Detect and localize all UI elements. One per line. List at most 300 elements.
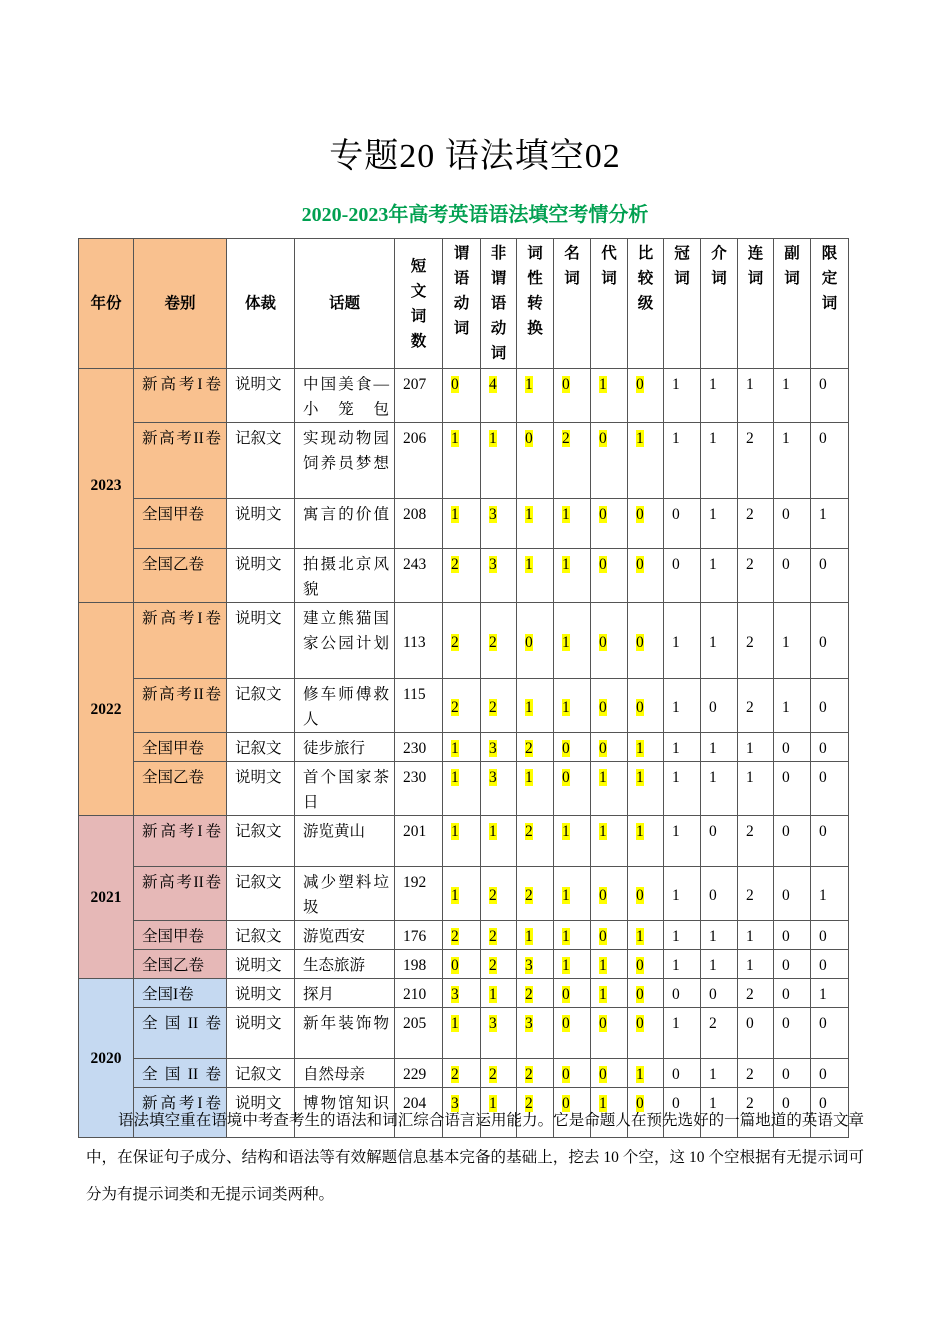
highlighted-count: 0 (562, 1015, 570, 1032)
count-cell (628, 679, 664, 733)
table-row (79, 762, 849, 816)
count-cell (443, 679, 481, 733)
column-header (395, 239, 443, 369)
column-header-label: 词性转换 (527, 245, 543, 337)
count-cell (628, 950, 664, 979)
word-count-cell: 176 (395, 921, 443, 950)
count-cell (591, 867, 628, 921)
count-cell: 0 (664, 499, 701, 549)
count-cell: 1 (701, 499, 738, 549)
count-cell: 2 (738, 603, 774, 679)
count-cell: 1 (664, 816, 701, 867)
count-cell (517, 603, 554, 679)
highlighted-count: 1 (562, 957, 570, 974)
count-cell: 0 (774, 1059, 811, 1088)
topic-cell: 徒步旅行 (295, 733, 395, 762)
count-cell: 2 (738, 816, 774, 867)
count-cell: 0 (701, 816, 738, 867)
topic-cell: 中国美食—小笼包 (295, 369, 395, 423)
count-cell (517, 369, 554, 423)
highlighted-count: 0 (562, 986, 570, 1003)
count-cell (481, 423, 517, 499)
count-cell: 1 (664, 867, 701, 921)
highlighted-count: 1 (525, 376, 533, 393)
count-cell (481, 979, 517, 1008)
count-cell (443, 1008, 481, 1059)
count-cell (481, 921, 517, 950)
count-cell: 0 (774, 549, 811, 603)
count-cell: 1 (701, 423, 738, 499)
count-cell (591, 979, 628, 1008)
count-cell (554, 950, 591, 979)
count-cell (517, 499, 554, 549)
count-cell (443, 979, 481, 1008)
count-cell: 1 (701, 921, 738, 950)
word-count-cell: 204 (395, 1088, 443, 1138)
word-count-cell: 205 (395, 1008, 443, 1059)
highlighted-count: 1 (562, 506, 570, 523)
column-header (774, 239, 811, 369)
count-cell (591, 549, 628, 603)
column-header-label: 比较级 (637, 245, 654, 312)
count-cell (481, 816, 517, 867)
highlighted-count: 2 (489, 1066, 497, 1083)
count-cell: 0 (811, 603, 849, 679)
count-cell (481, 1059, 517, 1088)
highlighted-count: 0 (636, 957, 644, 974)
count-cell: 1 (701, 733, 738, 762)
highlighted-count: 0 (636, 506, 644, 523)
count-cell: 1 (774, 423, 811, 499)
table-row (79, 499, 849, 549)
count-cell (443, 816, 481, 867)
count-cell (517, 423, 554, 499)
count-cell: 1 (664, 1008, 701, 1059)
column-header: 体裁 (227, 239, 295, 369)
highlighted-count: 1 (599, 769, 607, 786)
highlighted-count: 0 (562, 376, 570, 393)
table-row (79, 423, 849, 499)
count-cell: 2 (738, 499, 774, 549)
topic-cell: 拍摄北京风貌 (295, 549, 395, 603)
genre-cell: 说明文 (227, 762, 295, 816)
column-header (738, 239, 774, 369)
count-cell (517, 867, 554, 921)
count-cell: 0 (701, 867, 738, 921)
count-cell: 1 (664, 733, 701, 762)
year-cell: 2023 (79, 369, 134, 603)
count-cell (481, 950, 517, 979)
count-cell: 1 (701, 603, 738, 679)
highlighted-count: 3 (451, 986, 459, 1003)
count-cell: 1 (664, 603, 701, 679)
paper-cell: 全国甲卷 (134, 499, 227, 549)
highlighted-count: 1 (562, 886, 570, 904)
count-cell: 0 (811, 1059, 849, 1088)
count-cell: 1 (664, 679, 701, 733)
genre-cell: 记叙文 (227, 679, 295, 733)
count-cell: 0 (811, 679, 849, 733)
highlighted-count: 1 (636, 740, 644, 757)
count-cell: 0 (811, 1088, 849, 1138)
highlighted-count: 2 (525, 740, 533, 757)
highlighted-count: 0 (562, 1066, 570, 1083)
count-cell (481, 733, 517, 762)
highlighted-count: 2 (525, 1066, 533, 1083)
count-cell: 1 (664, 762, 701, 816)
count-cell: 0 (811, 369, 849, 423)
count-cell (628, 979, 664, 1008)
count-cell: 0 (774, 867, 811, 921)
word-count-cell: 198 (395, 950, 443, 979)
highlighted-count: 1 (451, 769, 459, 786)
count-cell (554, 921, 591, 950)
highlighted-count: 3 (489, 740, 497, 757)
count-cell: 1 (774, 603, 811, 679)
highlighted-count: 1 (562, 928, 570, 945)
count-cell: 1 (811, 867, 849, 921)
count-cell (517, 921, 554, 950)
count-cell: 2 (738, 679, 774, 733)
count-cell (481, 867, 517, 921)
count-cell: 2 (738, 867, 774, 921)
count-cell (481, 1008, 517, 1059)
count-cell: 1 (701, 369, 738, 423)
highlighted-count: 2 (525, 886, 533, 904)
count-cell (481, 762, 517, 816)
page-title: 专题20 语法填空02 (329, 138, 621, 175)
genre-cell: 记叙文 (227, 867, 295, 921)
highlighted-count: 1 (489, 823, 497, 840)
paper-cell: 新高考I卷 (134, 603, 227, 679)
column-header-label: 冠词 (674, 245, 690, 287)
column-header-label: 非谓语动词 (490, 245, 507, 362)
header-row (79, 239, 849, 369)
column-header (664, 239, 701, 369)
highlighted-count: 2 (451, 556, 459, 573)
paper-cell: 新高考I卷 (134, 1088, 227, 1138)
count-cell (628, 603, 664, 679)
column-header (443, 239, 481, 369)
column-header (591, 239, 628, 369)
count-cell (554, 762, 591, 816)
highlighted-count: 1 (562, 698, 570, 716)
genre-cell: 记叙文 (227, 1059, 295, 1088)
paper-cell: 全国乙卷 (134, 549, 227, 603)
highlighted-count: 2 (525, 1095, 533, 1112)
count-cell (481, 549, 517, 603)
column-header-label: 介词 (711, 245, 727, 287)
highlighted-count: 0 (599, 928, 607, 945)
count-cell (517, 1008, 554, 1059)
highlighted-count: 1 (525, 769, 533, 786)
count-cell: 1 (774, 369, 811, 423)
highlighted-count: 1 (451, 886, 459, 904)
count-cell: 0 (664, 1059, 701, 1088)
table-caption: 2020-2023年高考英语语法填空考情分析 (301, 204, 649, 226)
column-header-label: 谓语动词 (453, 245, 470, 337)
count-cell (591, 1059, 628, 1088)
count-cell (554, 499, 591, 549)
word-count-cell: 115 (395, 679, 443, 733)
table-row (79, 679, 849, 733)
count-cell: 0 (811, 549, 849, 603)
count-cell: 1 (664, 950, 701, 979)
column-header-label: 名词 (564, 245, 580, 287)
highlighted-count: 3 (525, 957, 533, 974)
count-cell (443, 762, 481, 816)
column-header: 话题 (295, 239, 395, 369)
highlighted-count: 1 (451, 1015, 459, 1032)
count-cell (443, 950, 481, 979)
paper-cell: 全国II卷 (134, 1008, 227, 1059)
count-cell: 0 (774, 1008, 811, 1059)
count-cell: 1 (738, 762, 774, 816)
count-cell: 0 (664, 549, 701, 603)
highlighted-count: 0 (562, 769, 570, 786)
count-cell: 0 (774, 921, 811, 950)
count-cell (443, 369, 481, 423)
count-cell: 0 (774, 762, 811, 816)
highlighted-count: 0 (599, 1066, 607, 1083)
genre-cell: 记叙文 (227, 816, 295, 867)
highlighted-count: 1 (636, 928, 644, 945)
count-cell (591, 1008, 628, 1059)
highlighted-count: 1 (599, 1095, 607, 1112)
count-cell (481, 499, 517, 549)
count-cell (517, 549, 554, 603)
highlighted-count: 1 (599, 823, 607, 840)
year-cell: 2020 (79, 979, 134, 1138)
topic-cell: 修车师傅救人 (295, 679, 395, 733)
highlighted-count: 2 (489, 957, 497, 974)
count-cell: 0 (811, 816, 849, 867)
count-cell: 1 (701, 549, 738, 603)
table-row (79, 867, 849, 921)
topic-cell: 减少塑料垃圾 (295, 867, 395, 921)
count-cell (443, 867, 481, 921)
topic-cell: 生态旅游 (295, 950, 395, 979)
highlighted-count: 0 (636, 376, 644, 393)
count-cell: 1 (664, 921, 701, 950)
count-cell: 0 (664, 1088, 701, 1138)
word-count-cell: 201 (395, 816, 443, 867)
count-cell (517, 762, 554, 816)
topic-cell: 建立熊猫国家公园计划 (295, 603, 395, 679)
count-cell (554, 423, 591, 499)
topic-cell: 首个国家茶日 (295, 762, 395, 816)
genre-cell: 说明文 (227, 1008, 295, 1059)
count-cell (443, 423, 481, 499)
count-cell (443, 499, 481, 549)
count-cell (628, 921, 664, 950)
count-cell: 0 (774, 1088, 811, 1138)
highlighted-count: 2 (451, 698, 459, 716)
count-cell (628, 733, 664, 762)
highlighted-count: 1 (525, 556, 533, 573)
column-header-label: 短文词数 (410, 257, 427, 350)
highlighted-count: 2 (451, 1066, 459, 1083)
topic-cell: 探月 (295, 979, 395, 1008)
count-cell: 2 (738, 549, 774, 603)
table-row (79, 1008, 849, 1059)
count-cell (628, 762, 664, 816)
paper-cell: 新高考II卷 (134, 679, 227, 733)
highlighted-count: 0 (636, 1095, 644, 1112)
highlighted-count: 2 (562, 430, 570, 447)
highlighted-count: 1 (451, 506, 459, 523)
count-cell: 0 (738, 1008, 774, 1059)
highlighted-count: 0 (562, 1095, 570, 1112)
count-cell: 0 (811, 921, 849, 950)
count-cell: 2 (738, 423, 774, 499)
highlighted-count: 2 (451, 928, 459, 945)
paper-cell: 全国乙卷 (134, 950, 227, 979)
word-count-cell: 230 (395, 733, 443, 762)
count-cell: 0 (774, 499, 811, 549)
count-cell (591, 950, 628, 979)
table-row (79, 950, 849, 979)
genre-cell: 说明文 (227, 499, 295, 549)
count-cell (591, 603, 628, 679)
table-row (79, 603, 849, 679)
column-header-label: 代词 (601, 245, 617, 287)
count-cell (628, 369, 664, 423)
table-row (79, 979, 849, 1008)
highlighted-count: 1 (562, 633, 570, 651)
count-cell (591, 499, 628, 549)
highlighted-count: 2 (451, 633, 459, 651)
highlighted-count: 0 (636, 556, 644, 573)
highlighted-count: 2 (489, 886, 497, 904)
highlighted-count: 1 (636, 823, 644, 840)
table-row (79, 816, 849, 867)
count-cell: 1 (738, 950, 774, 979)
word-count-cell: 208 (395, 499, 443, 549)
column-header: 卷别 (134, 239, 227, 369)
count-cell (554, 1059, 591, 1088)
highlighted-count: 0 (451, 957, 459, 974)
highlighted-count: 0 (599, 1015, 607, 1032)
table-row (79, 1059, 849, 1088)
highlighted-count: 1 (599, 957, 607, 974)
highlighted-count: 1 (599, 986, 607, 1003)
genre-cell: 说明文 (227, 369, 295, 423)
count-cell: 2 (738, 1088, 774, 1138)
highlighted-count: 0 (599, 886, 607, 904)
highlighted-count: 1 (525, 506, 533, 523)
count-cell: 2 (738, 1059, 774, 1088)
table-row (79, 369, 849, 423)
count-cell (443, 921, 481, 950)
highlighted-count: 0 (599, 740, 607, 757)
highlighted-count: 2 (525, 986, 533, 1003)
highlighted-count: 1 (562, 823, 570, 840)
count-cell (591, 762, 628, 816)
paper-cell: 新高考II卷 (134, 867, 227, 921)
paper-cell: 新高考I卷 (134, 369, 227, 423)
year-cell: 2021 (79, 816, 134, 979)
count-cell (554, 369, 591, 423)
highlighted-count: 0 (562, 740, 570, 757)
column-header: 年份 (79, 239, 134, 369)
word-count-cell: 210 (395, 979, 443, 1008)
highlighted-count: 0 (525, 430, 533, 447)
count-cell: 0 (811, 1008, 849, 1059)
genre-cell: 说明文 (227, 549, 295, 603)
count-cell (554, 1008, 591, 1059)
count-cell: 0 (701, 979, 738, 1008)
column-header (811, 239, 849, 369)
count-cell: 1 (774, 679, 811, 733)
word-count-cell: 207 (395, 369, 443, 423)
highlighted-count: 1 (636, 1066, 644, 1083)
genre-cell: 说明文 (227, 1088, 295, 1138)
count-cell: 1 (701, 762, 738, 816)
highlighted-count: 0 (599, 506, 607, 523)
word-count-cell: 229 (395, 1059, 443, 1088)
paper-cell: 全国甲卷 (134, 733, 227, 762)
count-cell: 0 (811, 733, 849, 762)
count-cell (517, 679, 554, 733)
count-cell (628, 1008, 664, 1059)
highlighted-count: 1 (489, 1095, 497, 1112)
highlighted-count: 0 (636, 633, 644, 651)
table-row (79, 549, 849, 603)
count-cell: 0 (811, 423, 849, 499)
count-cell: 2 (738, 979, 774, 1008)
highlighted-count: 3 (489, 1015, 497, 1032)
count-cell (591, 679, 628, 733)
count-cell (591, 816, 628, 867)
count-cell: 1 (664, 369, 701, 423)
count-cell (554, 867, 591, 921)
count-cell: 0 (774, 950, 811, 979)
highlighted-count: 1 (451, 823, 459, 840)
count-cell (517, 733, 554, 762)
topic-cell: 游览黄山 (295, 816, 395, 867)
highlighted-count: 3 (489, 506, 497, 523)
column-header-label: 连词 (747, 245, 764, 287)
genre-cell: 记叙文 (227, 921, 295, 950)
count-cell: 0 (774, 733, 811, 762)
highlighted-count: 0 (636, 986, 644, 1003)
highlighted-count: 0 (636, 698, 644, 716)
column-header (701, 239, 738, 369)
count-cell (443, 733, 481, 762)
count-cell: 0 (774, 979, 811, 1008)
count-cell: 0 (774, 816, 811, 867)
highlighted-count: 4 (489, 376, 497, 393)
count-cell: 0 (701, 679, 738, 733)
highlighted-count: 0 (599, 556, 607, 573)
topic-cell: 博物馆知识 (295, 1088, 395, 1138)
count-cell: 1 (811, 499, 849, 549)
topic-cell: 自然母亲 (295, 1059, 395, 1088)
count-cell (628, 816, 664, 867)
word-count-cell: 192 (395, 867, 443, 921)
column-header-label: 副词 (784, 245, 800, 287)
count-cell (554, 679, 591, 733)
count-cell (517, 979, 554, 1008)
count-cell (628, 499, 664, 549)
count-cell: 0 (811, 762, 849, 816)
highlighted-count: 3 (451, 1095, 459, 1112)
column-header (628, 239, 664, 369)
highlighted-count: 0 (636, 886, 644, 904)
count-cell (628, 867, 664, 921)
paper-cell: 全国乙卷 (134, 762, 227, 816)
